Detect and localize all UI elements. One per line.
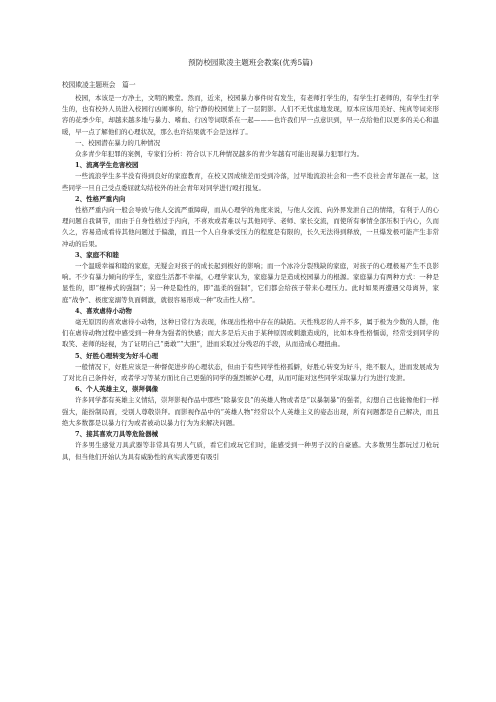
- numbered-heading: 7、接其喜欢刀具等危险器械: [75, 430, 159, 439]
- body-paragraph: 毫无原因的喜欢虐待小动物，这种日常行为表现，体现出性格中存在的缺陷。天性残忍的人并不多，属于极为少数的人群，他们在虐待动物过程中感受到一种身为强者的快感；而大多是后天由于某种原因或刺激造成的，比如本身性格懦弱，经常受到同学的取笑、老师的轻视，为了证明自己“勇敢”“大胆”，进而采取过分残忍的手段，从而造成心理扭曲。: [62, 318, 439, 349]
- section-subheading: 一、校园潜在暴力的几种情况: [75, 138, 161, 147]
- document-title: 预防校园欺凌主题班会教案(优秀5篇): [188, 58, 313, 67]
- document-body: [62, 93, 439, 463]
- numbered-heading: 6、个人英雄主义，崇拜偶像: [75, 385, 159, 394]
- body-paragraph: 许多同学都有英雄主义情结，崇拜影视作品中那些“除暴安良”的英雄人物或者是“以暴制暴”的强者，幻想自己也能像他们一样强大，能扮制局面，受别人尊敬崇拜。而影视作品中的“英雄人物”经常以个人英雄主义的姿态出现，所有问题都是自己解决，而且绝大多数都是以暴力行为或者被动以暴力行为为来解决问题。: [62, 396, 439, 427]
- numbered-heading: 1、流离学生危害校园: [75, 161, 139, 170]
- body-paragraph: 一些流浪学生多半没有得到良好的家庭教育，在校又因成绩差而受到冷落，过早地流浪社会和一些不良社会青年混在一起，这些同学一旦自己受点委屈就勾结校外的社会青年对同学进行殴打报复。: [62, 172, 439, 192]
- body-paragraph: 一般情况下，好胜应该是一种督促进步的心理状态，但由于有些同学性格孤僻，好胜心转变为好斗，绝不服人，进而发展成为了对比自己条件好，或者学习等某方面比自己更强的同学的强烈嫉妒心理，从而可能对这些同学采取暴力行为进行发泄。: [62, 362, 439, 383]
- body-paragraph: 许多男生感觉刀具武器等非常具有男人气质，看它们或玩它们时，能感受到一种男子汉的自豪感。大多数男生都玩过刀枪玩具，但当他们开始认为具有威胁性的真实武器更有吸引: [62, 441, 439, 461]
- body-paragraph: 性格严重内向一般会导致与他人交流严重障碍，而从心理学的角度来说，与他人交流、向外界发泄自己的情绪，有利于人的心理问题自我调节，而由于自身性格过于内向，不喜欢或者难以与其他同学、老师、家长交流，而使所有事情全部压积于内心，久而久之，容易造成看待其他问题过于偏激，而且一个人自身承受压力的程度是有限的，长久无法得到释放，一旦爆发极可能产生非常冲动的后果。: [62, 206, 439, 248]
- section-heading: 校园欺凌主题班会 篇一: [62, 81, 136, 89]
- body-paragraph: 一个温暖幸福和睦的家庭，无疑会对孩子的成长起到极好的影响；而一个冰冷分裂残缺的家庭，对孩子的心理极易产生不良影响。不少有暴力倾向的学生，家庭生活都不幸福，心理学家认为，家庭暴力是造成校园暴力的根源。家庭暴力有两种方式：一种是显性的，即“棍棒式的强制”；另一种是隐性的，即“温柔的强制”，它们都会给孩子带来心理压力。此时如果再遭遇父母离异，家庭“战争”、极度宠溺等负面刺激，就很容易形成一种“攻击性人格”。: [62, 262, 439, 304]
- body-paragraph: 众多青少年犯罪的案例，专家们分析：符合以下几种情况越多的青少年越有可能出现暴力犯罪行为。: [75, 150, 364, 159]
- document-page: [62, 58, 439, 463]
- body-paragraph: 校园，本该是一方净土，文明的殿堂。然而，近来，校园暴力事件时有发生，有老师打学生的，有学生打老师的，有学生打学生的，也有校外人员进入校园行凶闹事的，给宁静的校园蒙上了一层阴影。人们不无忧虑地发现，原本应该用美好、纯真等词来形容的花季少年，却越来越多地与暴力、嗜血、行凶等词联系在一起———也许我们早一点意识到，早一点给他们以更多的关心和温暖，早一点了解他们的心理状况，那么也许结果就不会是这样了。: [62, 94, 439, 136]
- numbered-heading: 3、家庭不和睦: [75, 250, 119, 259]
- numbered-heading: 2、性格严重内向: [75, 194, 126, 203]
- numbered-heading: 5、好胜心理转变为好斗心理: [75, 351, 159, 360]
- numbered-heading: 4、喜欢虐待小动物: [75, 306, 132, 315]
